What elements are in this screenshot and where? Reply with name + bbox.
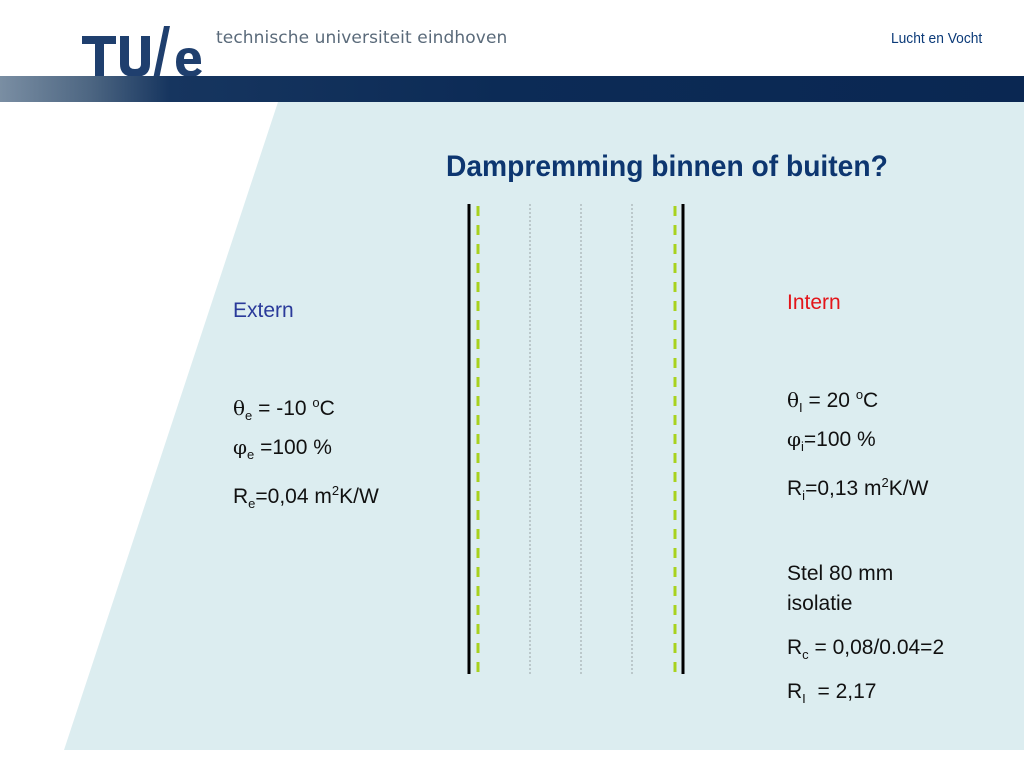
degree-sup: o	[312, 395, 320, 410]
rt-value	[787, 679, 944, 723]
theta-subscript: I	[799, 400, 803, 416]
intern-conditions	[787, 290, 944, 723]
extern-heading: Extern	[233, 299, 294, 322]
extern-resistance	[233, 478, 379, 522]
spacer	[233, 342, 379, 390]
phi-value: =100 %	[803, 428, 876, 451]
r-value: =0,13 m	[805, 477, 882, 500]
r-sup: 2	[881, 475, 889, 490]
wall-cross-section	[460, 204, 700, 676]
theta-symbol: θ	[233, 396, 246, 420]
institution-name: technische universiteit eindhoven	[216, 28, 508, 48]
intern-resistance	[787, 470, 944, 514]
header-band	[0, 76, 1024, 102]
rc-value	[787, 635, 944, 679]
theta-symbol: θ	[787, 388, 800, 412]
phi-subscript: e	[247, 447, 255, 463]
r-sup: 2	[331, 483, 340, 498]
spacer	[787, 334, 944, 382]
phi-symbol: φ	[787, 427, 802, 451]
degree-sup: o	[855, 387, 864, 402]
theta-subscript: e	[245, 408, 253, 424]
insulation-note-line1: Stel 80 mm	[787, 562, 894, 585]
theta-unit: C	[863, 389, 879, 412]
phi-subscript: i	[801, 439, 804, 455]
spacer	[787, 514, 944, 561]
r-unit: K/W	[888, 477, 929, 500]
r-unit: K/W	[339, 485, 379, 508]
phi-symbol: φ	[233, 435, 248, 459]
insulation-note-line2: isolatie	[787, 592, 853, 615]
theta-unit: C	[319, 397, 335, 420]
intern-temperature	[787, 382, 944, 426]
r-subscript: i	[802, 488, 806, 504]
slide-title: Dampremming binnen of buiten?	[446, 150, 888, 183]
r-symbol: R	[787, 477, 803, 500]
topic-label: Lucht en Vocht	[890, 30, 982, 47]
intern-humidity	[787, 426, 944, 470]
extern-temperature	[233, 390, 379, 434]
theta-value: = -10	[252, 397, 313, 420]
r-symbol: R	[233, 485, 249, 508]
extern-conditions	[233, 298, 379, 522]
rt-subscript: I	[802, 691, 806, 707]
rc-subscript: c	[802, 647, 809, 663]
rt-symbol: R	[787, 680, 803, 703]
r-value: =0,04 m	[255, 485, 332, 508]
slide-header	[0, 0, 1024, 104]
intern-heading: Intern	[787, 291, 841, 314]
rc-value-text: = 0,08/0.04=2	[808, 636, 945, 659]
rc-symbol: R	[787, 636, 803, 659]
rt-value-text: = 2,17	[805, 680, 877, 703]
theta-value: = 20	[802, 389, 856, 412]
extern-humidity	[233, 434, 379, 478]
phi-value: =100 %	[254, 436, 332, 459]
r-subscript: e	[248, 496, 256, 512]
